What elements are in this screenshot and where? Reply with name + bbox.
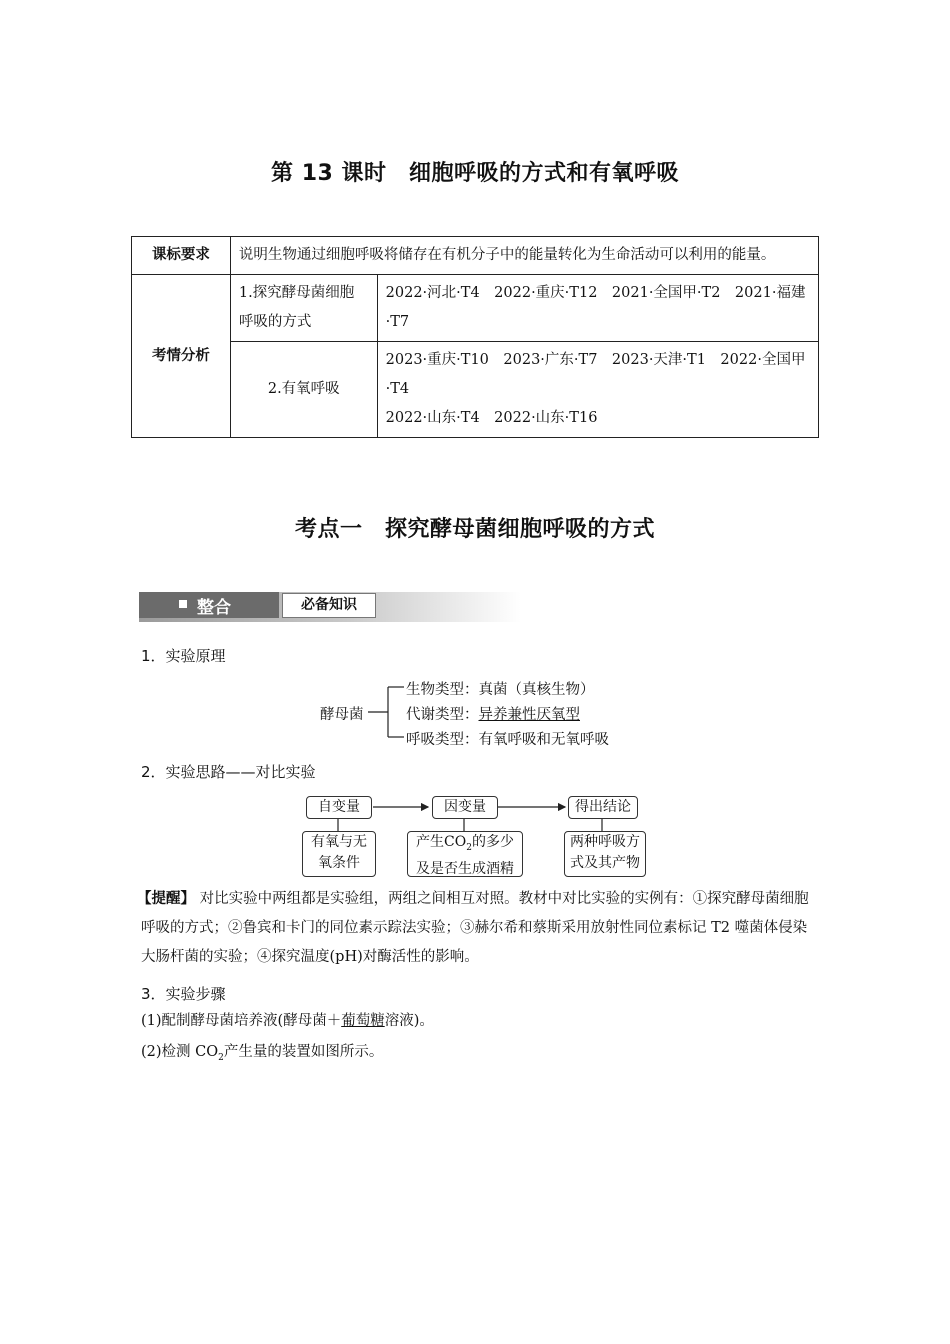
principle-branch-2	[406, 703, 580, 724]
tip-paragraph	[137, 885, 810, 972]
requirements-table	[131, 236, 819, 438]
sub1-line2: 氧条件	[318, 855, 360, 871]
box-aerobic-anaerobic	[302, 831, 376, 877]
sub3-line1: 两种呼吸方	[570, 834, 640, 850]
box-independent-variable: 自变量	[306, 796, 372, 819]
topic-2-refs-line2: 2022·山东·T4 2022·山东·T16	[385, 410, 598, 426]
sub2-line1: 产生$CO_2$的多少	[416, 834, 514, 853]
step-2: (2)检测 $CO_2$产生量的装置如图所示。	[141, 1044, 384, 1063]
principle-branch-3: 呼吸类型：有氧呼吸和无氧呼吸	[406, 732, 609, 748]
topic-2-refs	[377, 342, 818, 438]
box-dependent-variable: 因变量	[432, 796, 498, 819]
heading-approach: 2．实验思路——对比实验	[141, 763, 316, 781]
sub3-line2: 式及其产物	[570, 855, 640, 871]
approach-diagram	[300, 793, 650, 879]
branch-2-prefix: 代谢类型：	[406, 707, 479, 723]
principle-root: 酵母菌	[320, 707, 364, 723]
topic-1: 1.探究酵母菌细胞呼吸的方式	[230, 275, 377, 342]
topic-2: 2.有氧呼吸	[230, 342, 377, 438]
tip-label: 【提醒】	[137, 891, 195, 907]
sub1-line1: 有氧与无	[311, 834, 367, 850]
principle-branch-1: 生物类型：真菌（真核生物）	[406, 682, 595, 698]
heading-steps: 3．实验步骤	[141, 985, 226, 1003]
topic-1-refs: 2022·河北·T4 2022·重庆·T12 2021·全国甲·T2 2021·福建·T7	[377, 275, 818, 342]
square-bullet-icon	[179, 600, 187, 608]
req-standard-content: 说明生物通过细胞呼吸将储存在有机分子中的能量转化为生命活动可以利用的能量。	[230, 237, 818, 275]
section-title: 考点一 探究酵母菌细胞呼吸的方式	[294, 517, 655, 542]
branch-2-value: 异养兼性厌氧型	[478, 707, 580, 723]
box-respiration-products	[564, 831, 646, 877]
sub2-line2: 及是否生成酒精	[416, 860, 514, 877]
topic-2-refs-line1: 2023·重庆·T10 2023·广东·T7 2023·天津·T1 2022·全国甲·T4	[385, 352, 806, 397]
glucose-underlined: 葡萄糖	[341, 1013, 385, 1029]
heading-principle: 1．实验原理	[141, 647, 226, 665]
box-conclusion: 得出结论	[568, 796, 638, 819]
req-header-standard: 课标要求	[132, 237, 231, 275]
req-header-analysis: 考情分析	[132, 275, 231, 438]
banner-sublabel: 必备知识	[282, 593, 376, 618]
principle-diagram	[320, 676, 660, 748]
step-1: (1)配制酵母菌培养液(酵母菌＋葡萄糖溶液)。	[141, 1013, 434, 1029]
box-co2-alcohol	[407, 831, 523, 877]
tip-text: 对比实验中两组都是实验组，两组之间相互对照。教材中对比实验的实例有：①探究酵母菌细胞呼吸的方式；②鲁宾和卡门的同位素示踪法实验；③赫尔希和蔡斯采用放射性同位素标记 T2 噬菌体侵染大肠杆菌的实验；④探究温度(pH)对酶活性的影响。	[141, 891, 809, 965]
section-banner	[139, 592, 521, 622]
page-title: 第 13 课时 细胞呼吸的方式和有氧呼吸	[271, 161, 679, 186]
banner-label: 整合	[197, 598, 231, 618]
